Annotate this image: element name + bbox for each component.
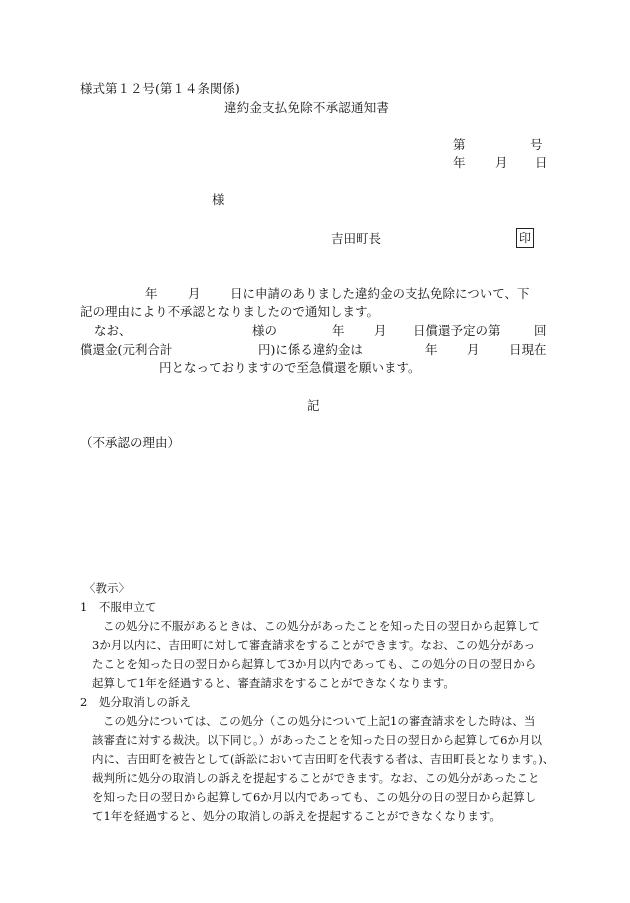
notice-s1-title: 1 不服申立て [80,600,157,614]
p2-nao: なお、 [94,323,132,338]
p1-text: 日に申請のありました違約金の支払免除について、下 [230,286,530,301]
p2-year: 年 [332,323,345,338]
notice-s2-title: 2 処分取消しの訴え [80,695,191,709]
date-day: 日 [535,155,548,170]
doc-number-dai: 第 [453,137,466,152]
p2-year2: 年 [425,342,438,357]
notice-s2-line: を知った日の翌日から起算して6か月以内であっても、この処分の日の翌日から起算し [92,790,537,804]
notice-s2-line: この処分については、この処分（この処分について上記1の審査請求をした時は、当 [103,714,536,728]
notice-s1-line: 3か月以内に、吉田町に対して審査請求をすることができます。なお、この処分があっ [92,638,536,652]
p1-month: 月 [188,286,201,301]
notice-s2-line: 該審査に対する裁決。以下同じ。）があったことを知った日の翌日から起算して6か月以 [92,733,542,747]
issuer-name: 吉田町長 [331,231,382,246]
notice-s1-line: たことを知った日の翌日から起算して3か月以内であっても、この処分の日の翌日から [92,657,537,671]
notice-s2-line: て1年を経過すると、処分の取消しの訴えを提起することができなくなります。 [92,809,501,823]
notice-s1-line: 起算して1年を経過すると、審査請求をすることができなくなります。 [92,676,455,690]
date-month: 月 [495,155,508,170]
notice-header: 〈教示〉 [84,581,130,595]
p2-day-plan: 日償還予定の第 [413,323,501,338]
notice-s2-line: 内に、吉田町を被告として(訴訟において吉田町を代表する者は、吉田町長となります。)、 [92,752,555,766]
p2-day-now: 日現在 [509,342,547,357]
p2-line3: 円となっておりますので至急償還を願います。 [159,360,421,375]
p2-line2-a: 償還金(元利合計 [80,342,173,357]
reason-label: （不承認の理由） [80,435,181,450]
addressee-suffix: 様 [212,192,225,207]
p1-year: 年 [145,286,158,301]
p2-month2: 月 [467,342,480,357]
notice-s1-line: この処分に不服があるときは、この処分があったことを知った日の翌日から起算して [103,619,540,633]
date-year: 年 [453,155,466,170]
p1-line2: 記の理由により不承認となりましたので通知します。 [80,304,380,319]
p2-kai: 回 [534,323,547,338]
document-title: 違約金支払免除不承認通知書 [224,100,390,115]
p2-sama: 様の [252,323,278,338]
form-number: 様式第１２号(第１４条関係) [80,81,240,96]
notice-s2-line: 裁判所に処分の取消しの訴えを提起することができます。なお、この処分があったこと [92,771,540,785]
doc-number-go: 号 [530,137,543,152]
p2-month: 月 [374,323,387,338]
ki-marker: 記 [307,398,320,413]
p2-line2-b: 円)に係る違約金は [258,342,363,357]
seal-mark: 印 [516,228,534,248]
